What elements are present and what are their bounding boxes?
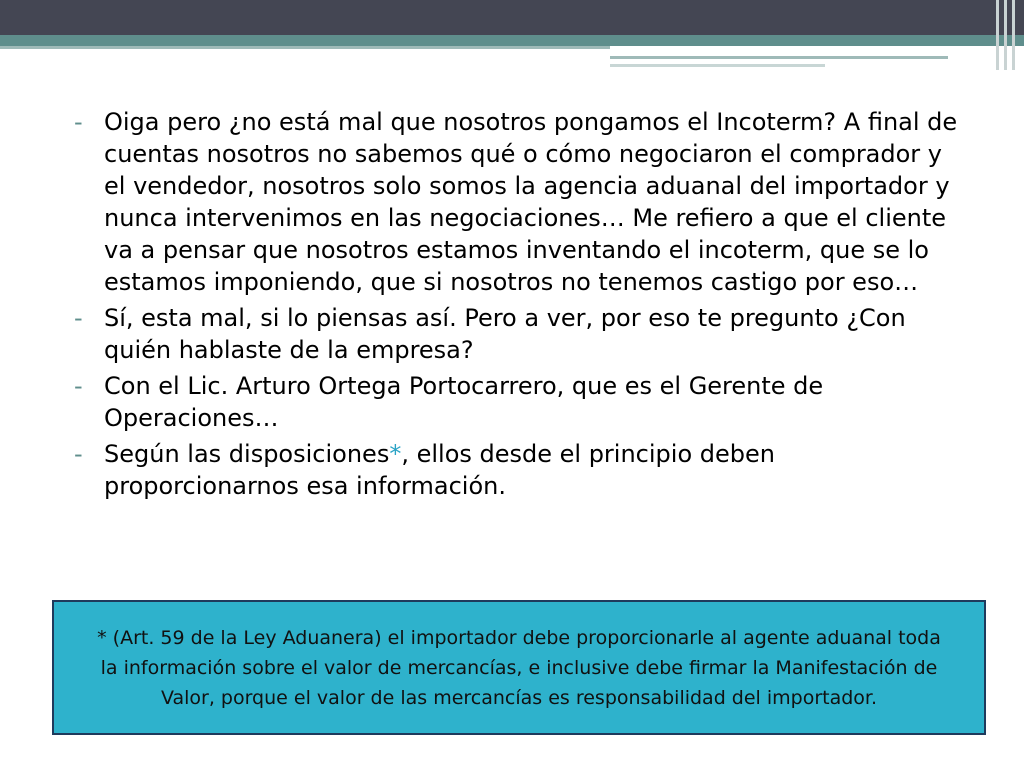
list-item: [74, 302, 969, 366]
header-thin-line: [0, 46, 610, 49]
dialogue-list: [74, 106, 969, 506]
bullet-dash: -: [74, 440, 83, 468]
bullet-text: Con el Lic. Arturo Ortega Portocarrero, que es el Gerente de Operaciones…: [104, 372, 824, 432]
list-item: [74, 106, 969, 298]
bullet-text-end: , ellos desde el principio deben proporcionarnos esa información.: [104, 440, 775, 500]
bullet-text: [104, 440, 775, 500]
header-teal-band: [0, 35, 1024, 46]
header-dark-bar: [0, 0, 1024, 35]
list-item: [74, 438, 969, 502]
list-item: [74, 370, 969, 434]
bullet-text-start: Según las disposiciones: [104, 440, 390, 468]
bullet-dash: -: [74, 372, 83, 400]
decorative-line: [610, 56, 948, 59]
bullet-text: Sí, esta mal, si lo piensas así. Pero a ver, por eso te pregunto ¿Con quién hablaste de la empresa?: [104, 304, 906, 364]
decorative-line: [610, 64, 825, 67]
footnote-asterisk: *: [389, 440, 402, 468]
bullet-text: Oiga pero ¿no está mal que nosotros pongamos el Incoterm? A final de cuentas nosotros no sabemos qué o cómo negociaron el comprador y el vendedor, nosotros solo somos la agencia aduanal del importador y nunca intervenimos en las negociaciones… Me refiero a que el cliente va a pensar que nosotros estamos inventando el incoterm, que se lo estamos imponiendo, que si nosotros no tenemos castigo por eso…: [104, 108, 958, 296]
footnote-box: [52, 600, 986, 735]
footnote-text: * (Art. 59 de la Ley Aduanera) el importador debe proporcionarle al agente aduanal toda la información sobre el valor de mercancías, e inclusive debe firmar la Manifestación de Valor, porque el valor de las mercancías es responsabilidad del importador.: [97, 626, 941, 709]
bullet-dash: -: [74, 304, 83, 332]
decorative-stripes: [990, 0, 1024, 70]
bullet-dash: -: [74, 108, 83, 136]
